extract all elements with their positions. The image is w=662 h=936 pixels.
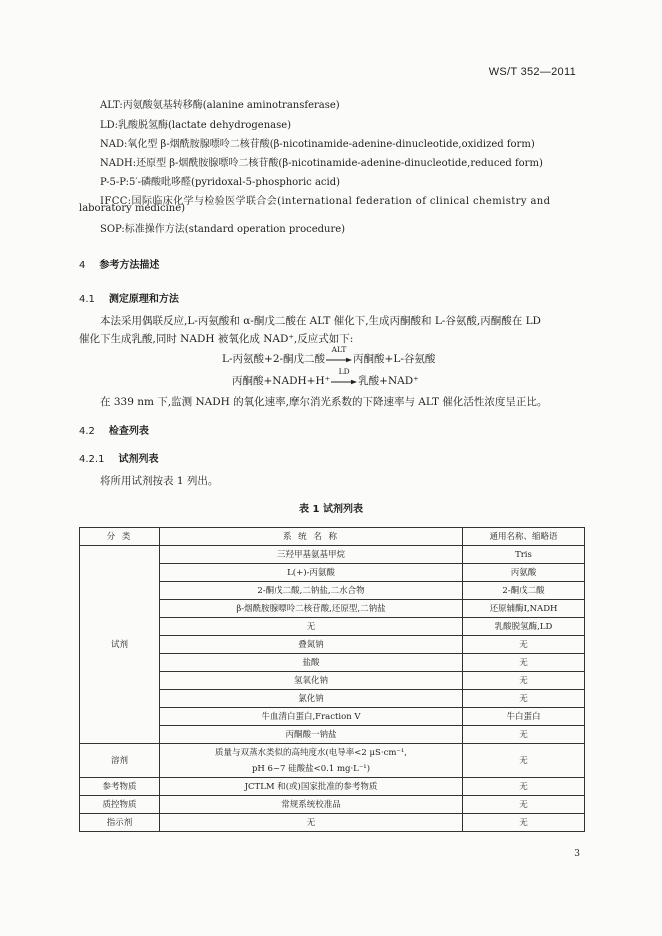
reaction-equation-1 xyxy=(222,345,436,366)
abbreviation-nad: NAD:氧化型 β-烟酰胺腺嘌呤二核苷酸(β-nicotinamide-adenine-dinucleotide,oxidized form) xyxy=(100,139,535,150)
section-4-heading xyxy=(79,256,159,271)
system-name-cell: 叠氮钠 xyxy=(160,636,463,654)
abbreviation-ifcc-continued: laboratory medicine) xyxy=(79,203,186,214)
solvent-name-line-1: 质量与双蒸水类似的高纯度水(电导率<2 μS·cm⁻¹, xyxy=(214,747,407,758)
enzyme-label: ALT xyxy=(331,345,347,354)
category-solvent: 溶剂 xyxy=(80,744,160,778)
common-name-cell: 无 xyxy=(463,672,585,690)
reagent-table xyxy=(79,527,585,832)
system-name-cell xyxy=(160,744,463,778)
category-cell: 参考物质 xyxy=(80,778,160,796)
table-caption: 表 1 试剂列表 xyxy=(299,504,363,515)
category-cell: 指示剂 xyxy=(80,814,160,832)
table-row xyxy=(80,546,585,564)
header-common-name: 通用名称、缩略语 xyxy=(463,528,585,546)
common-name-cell: 无 xyxy=(463,744,585,778)
section-4-2-heading xyxy=(79,422,149,437)
equation-products: 丙酮酸+L-谷氨酸 xyxy=(353,353,436,365)
table-header-row xyxy=(80,528,585,546)
enzyme-label: LD xyxy=(338,367,350,376)
common-name-cell: Tris xyxy=(463,546,585,564)
system-name-cell: L(+)-丙氨酸 xyxy=(160,564,463,582)
section-title: 检查列表 xyxy=(108,426,149,437)
abbreviation-ifcc: IFCC:国际临床化学与检验医学联合会(international federation of clinical chemistry and xyxy=(100,196,551,207)
header-system-name: 系 统 名 称 xyxy=(160,528,463,546)
system-name-cell: 2-酮戊二酸,二钠盐,二水合物 xyxy=(160,582,463,600)
abbreviation-nadh: NADH:还原型 β-烟酰胺腺嘌呤二核苷酸(β-nicotinamide-adenine-dinucleotide,reduced form) xyxy=(100,158,543,169)
equation-reactants: 丙酮酸+NADH+H⁺ xyxy=(232,375,331,387)
common-name-cell: 无 xyxy=(463,654,585,672)
common-name-cell: 2-酮戊二酸 xyxy=(463,582,585,600)
principle-line-1: 本法采用偶联反应,L-丙氨酸和 α-酮戊二酸在 ALT 催化下,生成丙酮酸和 L-谷氨酸,丙酮酸在 LD xyxy=(100,315,541,327)
section-title: 测定原理和方法 xyxy=(108,294,179,305)
equation-products: 乳酸+NAD⁺ xyxy=(358,375,419,387)
header-category: 分 类 xyxy=(80,528,160,546)
common-name-cell: 还原辅酶Ⅰ,NADH xyxy=(463,600,585,618)
abbreviation-sop: SOP:标准操作方法(standard operation procedure) xyxy=(100,224,346,235)
section-number: 4.2 xyxy=(79,426,95,437)
common-name-cell: 无 xyxy=(463,690,585,708)
section-number: 4.2.1 xyxy=(79,454,105,465)
reaction-arrow-icon xyxy=(331,367,357,386)
table-row xyxy=(80,814,585,832)
section-4-1-heading xyxy=(79,290,179,305)
section-title: 参考方法描述 xyxy=(99,260,160,271)
common-name-cell: 乳酸脱氢酶,LD xyxy=(463,618,585,636)
abbreviation-alt: ALT:丙氨酸氨基转移酶(alanine aminotransferase) xyxy=(100,100,340,111)
page-number: 3 xyxy=(574,849,580,859)
system-name-cell: 无 xyxy=(160,618,463,636)
solvent-name-line-2: pH 6~7 硅酸盐<0.1 mg·L⁻¹) xyxy=(251,763,371,774)
reaction-equation-2 xyxy=(232,367,419,388)
reagent-intro: 将所用试剂按表 1 列出。 xyxy=(100,475,219,487)
system-name-cell: 氢氧化钠 xyxy=(160,672,463,690)
section-number: 4.1 xyxy=(79,294,95,305)
system-name-cell: JCTLM 和(或)国家批准的参考物质 xyxy=(160,778,463,796)
abbreviation-p5p: P-5-P:5′-磷酸吡哆醛(pyridoxal-5-phosphoric acid) xyxy=(100,177,341,188)
reaction-arrow-icon xyxy=(326,345,352,364)
table-row xyxy=(80,744,585,778)
common-name-cell: 无 xyxy=(463,814,585,832)
system-name-cell: 无 xyxy=(160,814,463,832)
equation-reactants: L-丙氨酸+2-酮戊二酸 xyxy=(222,353,326,365)
table-row xyxy=(80,796,585,814)
standard-number: WS/T 352—2011 xyxy=(488,66,576,78)
table-row xyxy=(80,778,585,796)
section-number: 4 xyxy=(79,260,86,271)
principle-line-3: 在 339 nm 下,监测 NADH 的氧化速率,摩尔消光系数的下降速率与 ALT 催化活性浓度呈正比。 xyxy=(100,396,548,408)
system-name-cell: 盐酸 xyxy=(160,654,463,672)
section-4-2-1-heading xyxy=(79,450,158,465)
section-title: 试剂列表 xyxy=(118,454,159,465)
common-name-cell: 丙氨酸 xyxy=(463,564,585,582)
abbreviation-ld: LD:乳酸脱氢酶(lactate dehydrogenase) xyxy=(100,120,292,131)
system-name-cell: 丙酮酸一钠盐 xyxy=(160,726,463,744)
system-name-cell: 常规系统校准品 xyxy=(160,796,463,814)
system-name-cell: β-烟酰胺腺嘌呤二核苷酸,还原型,二钠盐 xyxy=(160,600,463,618)
system-name-cell: 氯化钠 xyxy=(160,690,463,708)
system-name-cell: 牛血清白蛋白,Fraction V xyxy=(160,708,463,726)
common-name-cell: 牛白蛋白 xyxy=(463,708,585,726)
common-name-cell: 无 xyxy=(463,796,585,814)
common-name-cell: 无 xyxy=(463,778,585,796)
system-name-cell: 三羟甲基氨基甲烷 xyxy=(160,546,463,564)
common-name-cell: 无 xyxy=(463,726,585,744)
principle-line-2: 催化下生成乳酸,同时 NADH 被氧化成 NAD⁺,反应式如下: xyxy=(79,333,354,345)
category-reagent: 试剂 xyxy=(80,546,160,744)
category-cell: 质控物质 xyxy=(80,796,160,814)
common-name-cell: 无 xyxy=(463,636,585,654)
